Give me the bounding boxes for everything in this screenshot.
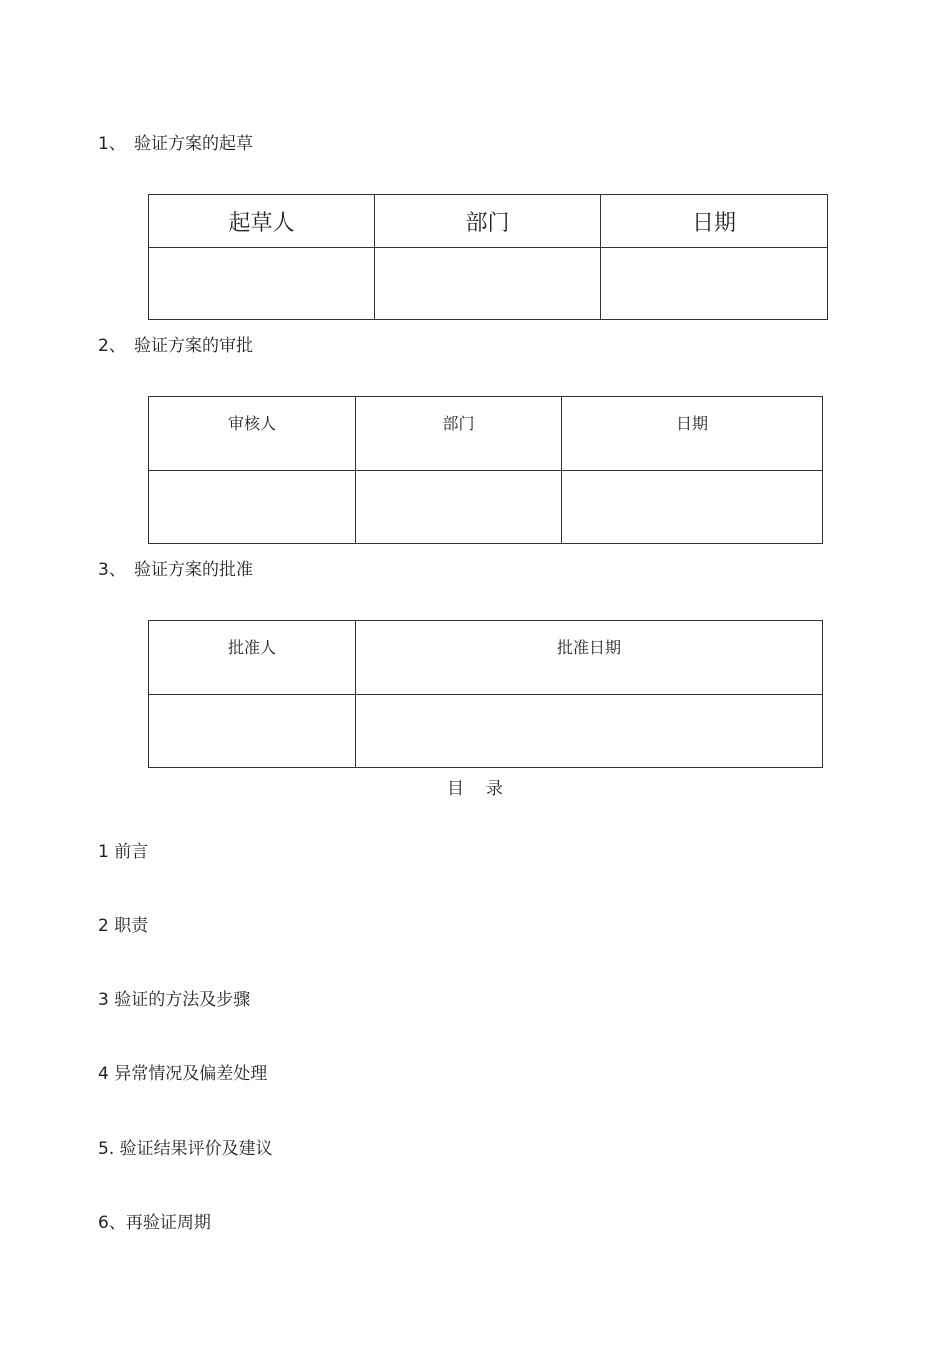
toc-item-responsibilities[interactable]: 2 职责	[98, 916, 149, 936]
toc-item-revalidation[interactable]: 6、再验证周期	[98, 1213, 211, 1233]
section-number: 3、	[98, 560, 126, 580]
cell-reviewer[interactable]	[149, 471, 356, 544]
section-number: 2、	[98, 336, 126, 356]
cell-date[interactable]	[562, 471, 823, 544]
header-date: 日期	[601, 195, 828, 248]
section-heading-drafting	[98, 134, 253, 154]
header-approval-date: 批准日期	[356, 621, 823, 695]
header-department: 部门	[375, 195, 601, 248]
header-reviewer: 审核人	[149, 397, 356, 471]
section-number: 1、	[98, 134, 126, 154]
toc-item-methods[interactable]: 3 验证的方法及步骤	[98, 990, 251, 1010]
cell-department[interactable]	[356, 471, 562, 544]
section-title: 验证方案的批准	[134, 560, 253, 580]
toc-item-evaluation[interactable]: 5. 验证结果评价及建议	[98, 1139, 273, 1159]
cell-approval-date[interactable]	[356, 695, 823, 768]
toc-item-preface[interactable]: 1 前言	[98, 842, 149, 862]
cell-drafter[interactable]	[149, 248, 375, 320]
toc-title	[0, 779, 950, 799]
approval-table	[148, 620, 823, 768]
section-heading-approval	[98, 560, 253, 580]
header-date: 日期	[562, 397, 823, 471]
toc-item-deviations[interactable]: 4 异常情况及偏差处理	[98, 1064, 268, 1084]
section-title: 验证方案的起草	[134, 134, 253, 154]
toc-title-text: 目录	[447, 779, 525, 799]
drafting-table	[148, 194, 828, 320]
section-heading-review	[98, 336, 253, 356]
cell-date[interactable]	[601, 248, 828, 320]
header-drafter: 起草人	[149, 195, 375, 248]
section-title: 验证方案的审批	[134, 336, 253, 356]
cell-department[interactable]	[375, 248, 601, 320]
header-approver: 批准人	[149, 621, 356, 695]
review-table	[148, 396, 823, 544]
header-department: 部门	[356, 397, 562, 471]
cell-approver[interactable]	[149, 695, 356, 768]
